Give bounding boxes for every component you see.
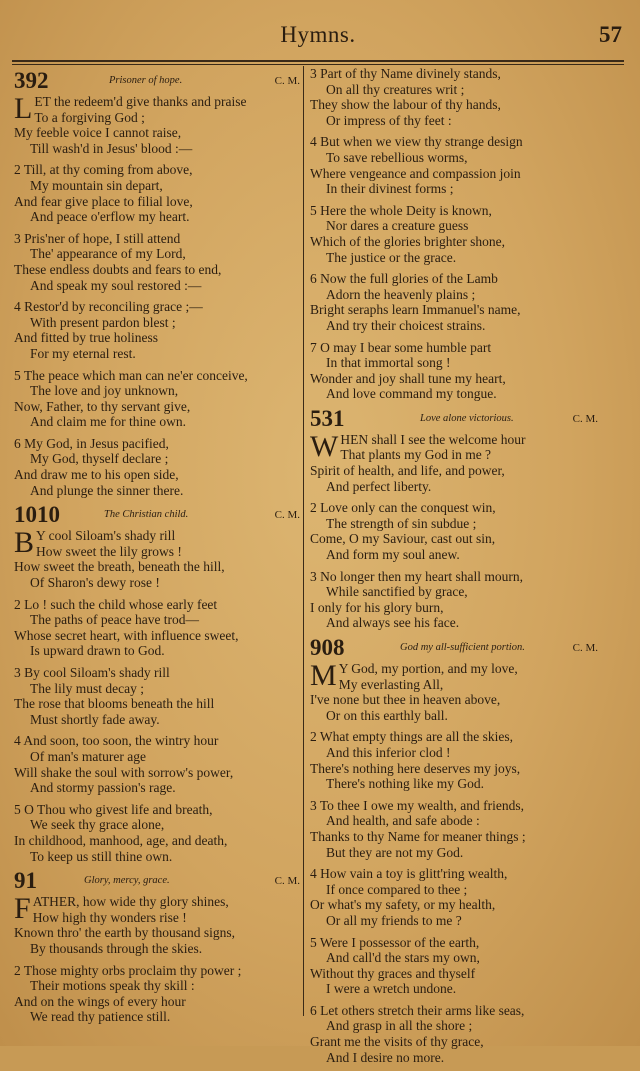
verse-line: Bright seraphs learn Immanuel's name, bbox=[310, 302, 521, 318]
verse-line: And love command my tongue. bbox=[326, 386, 497, 402]
hymn-number: 908 bbox=[310, 635, 345, 660]
verse bbox=[310, 66, 598, 128]
verse-line: Nor dares a creature guess bbox=[326, 218, 469, 234]
verse-line: My mountain sin depart, bbox=[30, 177, 163, 193]
drop-cap: F bbox=[14, 892, 31, 926]
verse-line: Without thy graces and thyself bbox=[310, 965, 476, 981]
verse bbox=[310, 661, 598, 723]
verse-line: 5 Here the whole Deity is known, bbox=[310, 202, 492, 218]
hymn-title: Prisoner of hope. bbox=[109, 75, 183, 86]
verse-line: 6 Let others stretch their arms like seas, bbox=[310, 1002, 525, 1018]
verse-line: And health, and safe abode : bbox=[326, 813, 480, 829]
page-title: Hymns. bbox=[280, 22, 356, 47]
verse-line: On all thy creatures writ ; bbox=[326, 81, 465, 97]
hymn-531 bbox=[310, 405, 598, 631]
verse bbox=[310, 1003, 598, 1065]
verse-line: They show the labour of thy hands, bbox=[310, 97, 501, 113]
verse bbox=[14, 528, 300, 590]
verse bbox=[310, 134, 598, 196]
hymn-number: 91 bbox=[14, 868, 37, 894]
hymn-title: The Christian child. bbox=[104, 509, 189, 521]
verse-line: These endless doubts and fears to end, bbox=[14, 261, 222, 277]
verse bbox=[14, 368, 300, 430]
verse bbox=[14, 231, 300, 293]
verse-line: How sweet the lily grows ! bbox=[36, 543, 182, 559]
verse-line: 3 By cool Siloam's shady rill bbox=[14, 665, 170, 680]
verse-line: Their motions speak thy skill : bbox=[30, 978, 195, 994]
verse-line: And stormy passion's rage. bbox=[30, 780, 176, 796]
verse-line: In childhood, manhood, age, and death, bbox=[14, 832, 228, 848]
verse-line: We seek thy grace alone, bbox=[30, 817, 165, 833]
verse-line: My everlasting All, bbox=[338, 676, 444, 692]
hymn-heading bbox=[14, 70, 300, 94]
verse bbox=[14, 299, 300, 361]
verse-line: 2 Those mighty orbs proclaim thy power ; bbox=[14, 962, 242, 978]
verse-line: Whose secret heart, with influence sweet, bbox=[14, 627, 239, 643]
verse-line: And call'd the stars my own, bbox=[326, 950, 480, 966]
verse-line: And always see his face. bbox=[326, 615, 460, 631]
hymn-title: God my all-sufficient portion. bbox=[400, 642, 525, 653]
drop-cap: L bbox=[14, 92, 33, 125]
verse bbox=[310, 271, 598, 333]
verse-line: While sanctified by grace, bbox=[326, 584, 468, 600]
verse-line: Spirit of health, and life, and power, bbox=[310, 463, 505, 479]
verse-line: HEN shall I see the welcome hour bbox=[340, 431, 526, 447]
verse-line: Is upward drawn to God. bbox=[30, 643, 165, 659]
drop-cap: B bbox=[14, 526, 35, 560]
verse-line: Come, O my Saviour, cast out sin, bbox=[310, 531, 496, 547]
verse-line: 3 Pris'ner of hope, I still attend bbox=[14, 230, 181, 246]
hymn-continued bbox=[310, 66, 598, 402]
verse-line: And fitted by true holiness bbox=[14, 330, 158, 346]
verse-line: With present pardon blest ; bbox=[30, 314, 176, 330]
verse-line: ATHER, how wide thy glory shines, bbox=[32, 894, 229, 910]
verse-line: 5 O Thou who givest life and breath, bbox=[14, 801, 213, 817]
hymn-392 bbox=[14, 70, 300, 498]
header-rule bbox=[12, 60, 624, 65]
verse-line: I've none but thee in heaven above, bbox=[310, 692, 501, 708]
column-divider bbox=[303, 66, 304, 1016]
verse bbox=[310, 340, 598, 402]
verse-line: And grasp in all the shore ; bbox=[326, 1018, 473, 1034]
verse bbox=[310, 935, 598, 997]
hymn-number: 1010 bbox=[14, 502, 60, 528]
verse-line: There's nothing here deserves my joys, bbox=[310, 760, 521, 776]
verse-line: And on the wings of every hour bbox=[14, 993, 186, 1009]
verse-line: 3 Part of thy Name divinely stands, bbox=[310, 66, 501, 81]
verse-line: 3 No longer then my heart shall mourn, bbox=[310, 568, 523, 584]
verse-line: Will shake the soul with sorrow's power, bbox=[14, 764, 234, 780]
verse-line: 2 Love only can the conquest win, bbox=[310, 500, 496, 516]
verse-line: Y cool Siloam's shady rill bbox=[36, 528, 176, 544]
hymn-title: Love alone victorious. bbox=[420, 412, 514, 424]
page-header bbox=[14, 22, 622, 58]
verse-line: In that immortal song ! bbox=[326, 355, 451, 371]
verse-line: The rose that blooms beneath the hill bbox=[14, 696, 215, 712]
verse-line: We read thy patience still. bbox=[30, 1009, 171, 1025]
verse-line: The' appearance of my Lord, bbox=[30, 246, 186, 262]
verse-line: And fear give place to filial love, bbox=[14, 193, 193, 209]
verse-line: 6 Now the full glories of the Lamb bbox=[310, 271, 498, 287]
verse-line: The justice or the grace. bbox=[326, 249, 457, 265]
verse-line: ET the redeem'd give thanks and praise bbox=[34, 94, 247, 109]
verse-line: The paths of peace have trod— bbox=[30, 612, 200, 628]
verse-line: Grant me the visits of thy grace, bbox=[310, 1034, 484, 1050]
verse-line: And speak my soul restored :— bbox=[30, 277, 202, 293]
hymn-meter: C. M. bbox=[274, 75, 300, 87]
verse bbox=[310, 866, 598, 928]
verse-line: Thanks to thy Name for meaner things ; bbox=[310, 828, 526, 844]
verse-line: Wonder and joy shall tune my heart, bbox=[310, 370, 506, 386]
verse-line: I only for his glory burn, bbox=[310, 599, 444, 615]
verse bbox=[14, 733, 300, 795]
hymn-91 bbox=[14, 870, 300, 1025]
verse bbox=[310, 500, 598, 562]
hymn-heading bbox=[310, 637, 598, 661]
hymn-number: 531 bbox=[310, 405, 345, 431]
verse-line: 4 But when we view thy strange design bbox=[310, 134, 523, 150]
verse-line: 2 Lo ! such the child whose early feet bbox=[14, 596, 218, 612]
verse-line: If once compared to thee ; bbox=[326, 881, 468, 897]
verse-line: In their divinest forms ; bbox=[326, 181, 454, 197]
verse bbox=[310, 569, 598, 631]
hymn-title: Glory, mercy, grace. bbox=[84, 875, 170, 887]
verse-line: And peace o'erflow my heart. bbox=[30, 209, 190, 225]
verse-line: 4 And soon, too soon, the wintry hour bbox=[14, 733, 219, 749]
verse-line: How sweet the breath, beneath the hill, bbox=[14, 559, 225, 575]
verse-line: Of man's maturer age bbox=[30, 748, 147, 764]
verse-line: To save rebellious worms, bbox=[326, 149, 468, 165]
verse-line: The strength of sin subdue ; bbox=[326, 515, 477, 531]
verse-line: Till wash'd in Jesus' blood :— bbox=[30, 140, 193, 156]
hymn-number: 392 bbox=[14, 68, 49, 93]
verse-line: The lily must decay ; bbox=[30, 680, 144, 696]
verse-line: 3 To thee I owe my wealth, and friends, bbox=[310, 797, 524, 813]
verse-line: To keep us still thine own. bbox=[30, 848, 173, 864]
hymn-meter: C. M. bbox=[274, 875, 300, 888]
verse-line: Of Sharon's dewy rose ! bbox=[30, 575, 160, 591]
verse bbox=[310, 798, 598, 860]
verse-line: There's nothing like my God. bbox=[326, 776, 485, 792]
verse bbox=[14, 436, 300, 498]
verse bbox=[14, 162, 300, 224]
verse-line: Y God, my portion, and my love, bbox=[338, 661, 518, 676]
verse-line: 5 Were I possessor of the earth, bbox=[310, 934, 480, 950]
left-column bbox=[14, 66, 300, 1031]
verse bbox=[14, 894, 300, 956]
verse-line: Known thro' the earth by thousand signs, bbox=[14, 925, 236, 941]
verse-line: 2 What empty things are all the skies, bbox=[310, 729, 513, 745]
verse-line: Or impress of thy feet : bbox=[326, 112, 452, 128]
verse-line: To a forgiving God ; bbox=[34, 109, 145, 125]
hymn-1010 bbox=[14, 504, 300, 864]
verse-line: 4 How vain a toy is glitt'ring wealth, bbox=[310, 866, 508, 882]
verse-line: 2 Till, at thy coming from above, bbox=[14, 162, 193, 178]
verse-line: And draw me to his open side, bbox=[14, 467, 179, 483]
verse bbox=[14, 597, 300, 659]
verse-line: How high thy wonders rise ! bbox=[32, 909, 187, 925]
verse-line: And try their choicest strains. bbox=[326, 317, 486, 333]
verse-line: For my eternal rest. bbox=[30, 345, 136, 361]
verse-line: That plants my God in me ? bbox=[340, 447, 492, 463]
hymn-meter: C. M. bbox=[572, 642, 598, 654]
verse-line: Now, Father, to thy servant give, bbox=[14, 398, 191, 414]
verse-line: And form my soul anew. bbox=[326, 547, 460, 563]
verse-line: 5 The peace which man can ne'er conceive, bbox=[14, 367, 248, 383]
verse-line: Adorn the heavenly plains ; bbox=[326, 286, 476, 302]
verse-line: My feeble voice I cannot raise, bbox=[14, 125, 182, 141]
verse-line: Must shortly fade away. bbox=[30, 711, 160, 727]
verse-line: And plunge the sinner there. bbox=[30, 482, 184, 498]
verse bbox=[14, 665, 300, 727]
verse bbox=[14, 94, 300, 156]
verse-line: 7 O may I bear some humble part bbox=[310, 339, 492, 355]
verse bbox=[310, 429, 598, 494]
verse-line: Which of the glories brighter shone, bbox=[310, 233, 505, 249]
verse-line: But they are not my God. bbox=[326, 844, 464, 860]
verse-line: I were a wretch undone. bbox=[326, 981, 457, 997]
drop-cap: W bbox=[310, 429, 339, 463]
verse-line: The love and joy unknown, bbox=[30, 383, 179, 399]
hymn-908 bbox=[310, 637, 598, 1065]
verse-line: Or what's my safety, or my health, bbox=[310, 897, 496, 913]
verse bbox=[14, 802, 300, 864]
verse-line: And I desire no more. bbox=[326, 1049, 445, 1065]
hymn-heading bbox=[310, 405, 598, 432]
verse-line: My God, thyself declare ; bbox=[30, 451, 169, 467]
hymn-meter: C. M. bbox=[274, 509, 300, 522]
verse-line: 6 My God, in Jesus pacified, bbox=[14, 435, 169, 451]
verse-line: And claim me for thine own. bbox=[30, 414, 186, 430]
hymn-heading bbox=[14, 504, 300, 528]
verse-line: Or on this earthly ball. bbox=[326, 707, 448, 723]
verse-line: Or all my friends to me ? bbox=[326, 912, 462, 928]
verse-line: 4 Restor'd by reconciling grace ;— bbox=[14, 299, 203, 315]
hymn-heading bbox=[14, 870, 300, 894]
verse bbox=[310, 729, 598, 791]
verse-line: Where vengeance and compassion join bbox=[310, 165, 521, 181]
page-number: 57 bbox=[599, 22, 622, 47]
verse bbox=[310, 203, 598, 265]
hymn-meter: C. M. bbox=[572, 412, 598, 425]
verse bbox=[14, 963, 300, 1025]
verse-line: And this inferior clod ! bbox=[326, 744, 451, 760]
verse-line: And perfect liberty. bbox=[326, 478, 432, 494]
right-column bbox=[310, 66, 598, 1071]
verse-line: By thousands through the skies. bbox=[30, 940, 203, 956]
drop-cap: M bbox=[310, 659, 337, 692]
